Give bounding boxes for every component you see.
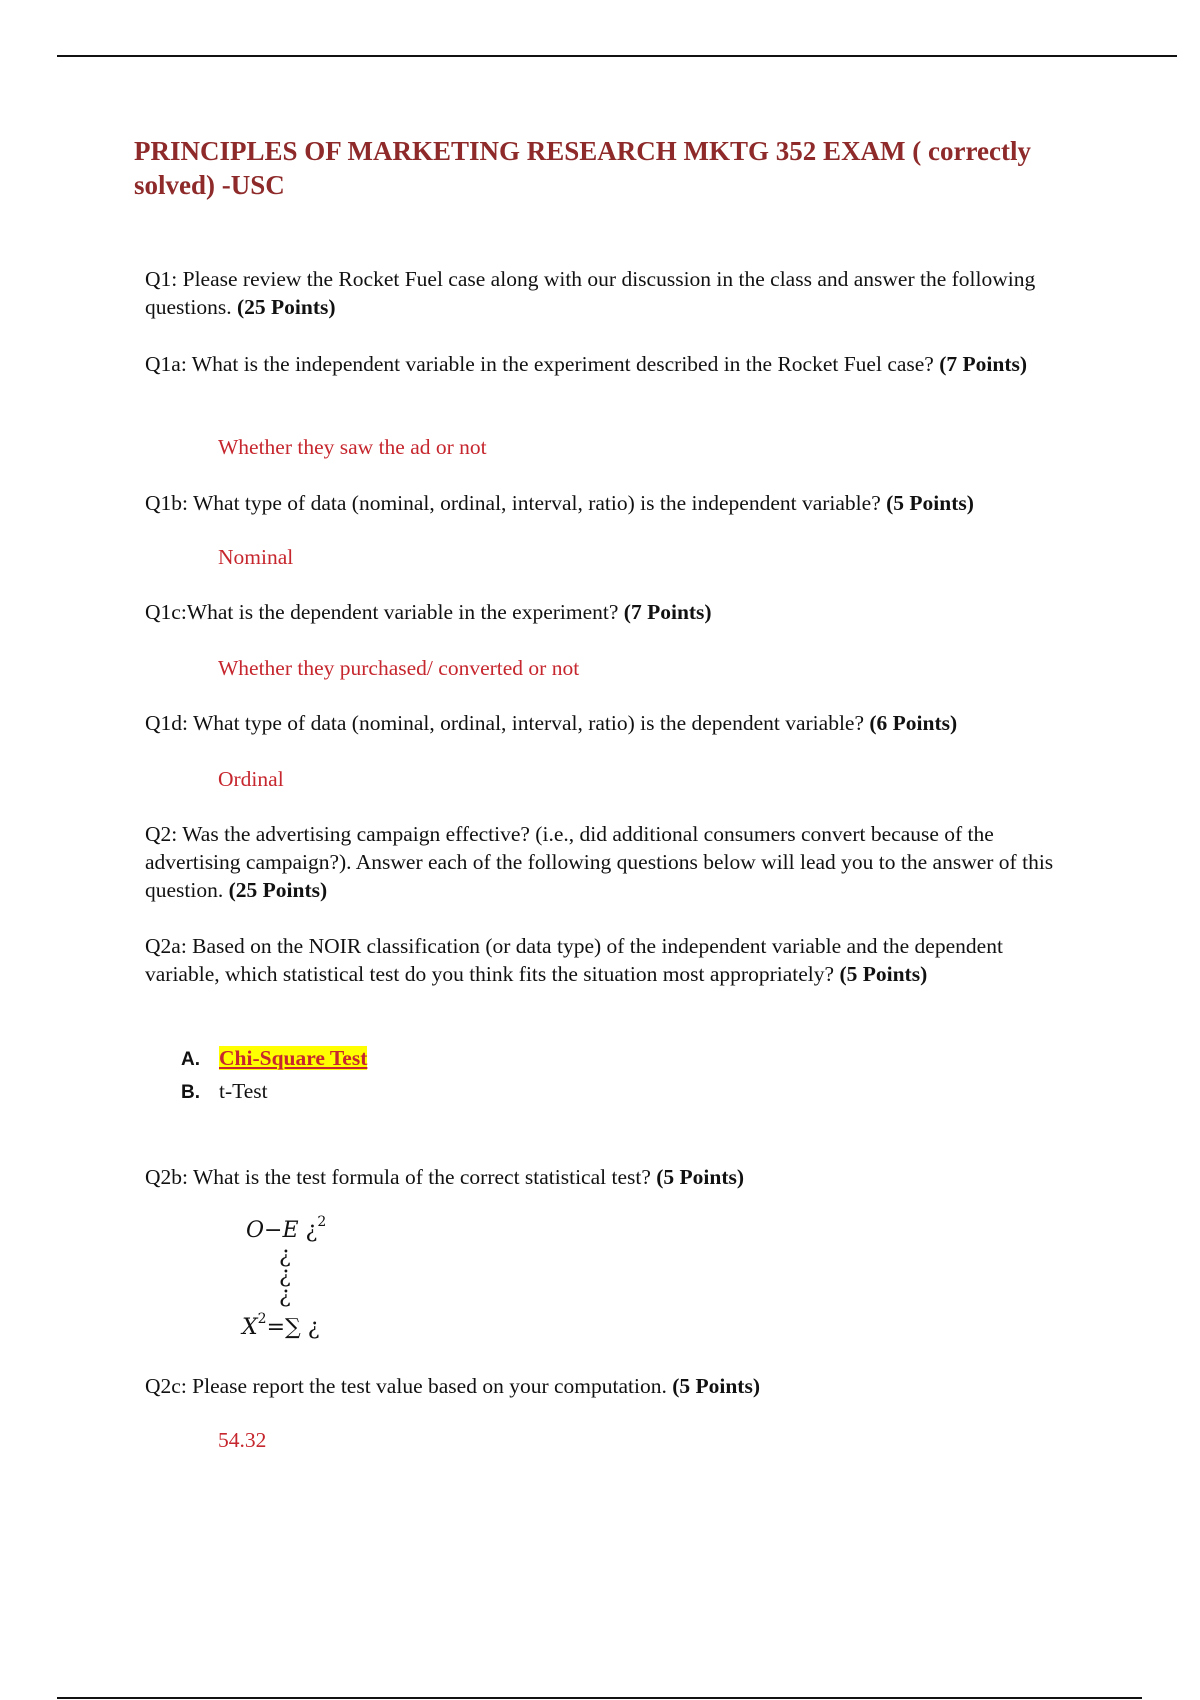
answer-q2c: 54.32 [218, 1428, 267, 1452]
question-q1-text: Q1: Please review the Rocket Fuel case along with our discussion in the class and answer the following questions. [145, 267, 1036, 319]
formula-exponent: 2 [317, 1214, 327, 1230]
question-q1a-points: (7 Points) [939, 352, 1028, 376]
question-q1b [145, 489, 1105, 517]
question-q1-points: (25 Points) [236, 295, 336, 319]
question-q2 [145, 820, 1075, 904]
question-q2c-text: Q2c: Please report the test value based on your computation. [145, 1374, 673, 1398]
formula-glyph-4: ¿ [279, 1283, 291, 1308]
option-a-text: Chi-Square Test [219, 1046, 368, 1070]
question-q1c-points: (7 Points) [623, 600, 712, 624]
question-q2a-points: (5 Points) [839, 962, 928, 986]
question-q1d-points: (6 Points) [869, 711, 958, 735]
formula-tail: ¿ [307, 1315, 320, 1340]
option-a-label: A. [181, 1049, 200, 1070]
formula-lhs: X [242, 1315, 258, 1340]
question-q1d [145, 709, 1105, 737]
question-q1d-text: Q1d: What type of data (nominal, ordinal, interval, ratio) is the dependent variable? [145, 711, 870, 735]
formula-glyph-3: ¿ [279, 1263, 291, 1288]
question-q2a-text: Q2a: Based on the NOIR classification (or data type) of the independent variable and the dependent variable, which statistical test do you think fits the situation most appropriately? [145, 934, 1003, 986]
document-title: PRINCIPLES OF MARKETING RESEARCH MKTG 352 EXAM ( correctly solved) -USC [134, 136, 1031, 200]
bottom-rule [57, 1697, 1142, 1699]
formula-glyph-1: ¿ [305, 1218, 318, 1243]
question-q1b-points: (5 Points) [886, 491, 974, 515]
question-q2b-text: Q2b: What is the test formula of the correct statistical test? [145, 1165, 657, 1189]
formula-numerator [246, 1214, 327, 1243]
formula-numerator-text: O−E [246, 1218, 299, 1243]
question-q2-points: (25 Points) [228, 878, 328, 902]
answer-q1a: Whether they saw the ad or not [218, 435, 487, 459]
option-b-label: B. [181, 1082, 200, 1103]
question-q1c [145, 598, 1105, 626]
answer-q1d: Ordinal [218, 767, 284, 791]
question-q2c-points: (5 Points) [672, 1374, 760, 1398]
option-b [181, 1077, 268, 1107]
formula-sum: =∑ [266, 1315, 301, 1340]
question-q2b-points: (5 Points) [656, 1165, 745, 1189]
formula-glyph-2: ¿ [279, 1243, 291, 1268]
question-q1b-text: Q1b: What type of data (nominal, ordinal, interval, ratio) is the independent variable? [145, 491, 887, 515]
question-q2-text: Q2: Was the advertising campaign effective? (i.e., did additional consumers convert because of the advertising campaign?). Answer each of the following questions below will lead you to the answer of this question. [145, 822, 1054, 902]
question-q1a-text: Q1a: What is the independent variable in the experiment described in the Rocket Fuel case? [145, 352, 940, 376]
question-q2c [145, 1372, 1105, 1400]
answer-q1c: Whether they purchased/ converted or not [218, 656, 580, 680]
option-b-text: t-Test [219, 1079, 268, 1103]
formula-equation [242, 1311, 320, 1340]
question-q2a [145, 932, 1065, 988]
question-q1c-text: Q1c:What is the dependent variable in the experiment? [145, 600, 624, 624]
top-rule [57, 55, 1177, 57]
formula-lhs-exponent: 2 [257, 1311, 267, 1327]
option-a [181, 1044, 367, 1074]
answer-q1b: Nominal [218, 545, 294, 569]
question-q2b [145, 1163, 1105, 1191]
question-q1 [145, 265, 1075, 321]
question-q1a [145, 350, 1065, 378]
